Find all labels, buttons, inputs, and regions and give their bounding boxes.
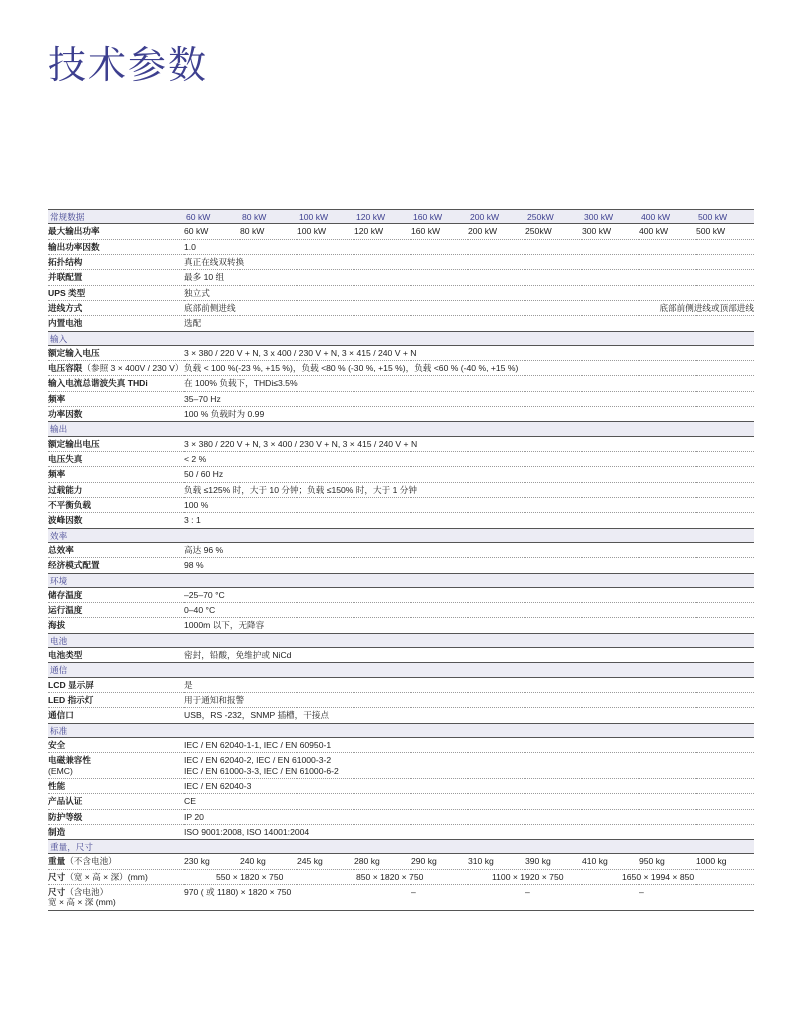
section-header-battery: [48, 633, 754, 647]
row-label-note: (EMC): [48, 765, 73, 776]
row-label: [48, 361, 184, 376]
row-label: 进线方式: [48, 300, 184, 315]
cell: 100 kW: [297, 224, 354, 239]
row-label-main: 电压容限: [48, 363, 83, 374]
cell: IEC / EN 62040-3: [184, 778, 754, 793]
row-label: 产品认证: [48, 794, 184, 809]
row-label-line2: 宽 × 高 × 深 (mm): [48, 897, 116, 908]
row-label: 频率: [48, 391, 184, 406]
cell: 选配: [184, 316, 754, 331]
cell: –: [411, 885, 525, 911]
table-row: [48, 854, 754, 869]
row-label: 内置电池: [48, 316, 184, 331]
row-label: 输出功率因数: [48, 239, 184, 254]
cell: 是: [184, 677, 754, 692]
cell: 密封，铅酸，免维护或 NiCd: [184, 648, 754, 663]
cell: 970 ( 或 1180) × 1820 × 750: [184, 885, 411, 911]
cell: 高达 96 %: [184, 542, 754, 557]
cell-line: IEC / EN 62040-2, IEC / EN 61000-3-2: [184, 755, 332, 766]
row-label: 额定输入电压: [48, 345, 184, 360]
model-header: 120 kW: [354, 210, 411, 224]
section-label: 电池: [48, 633, 754, 647]
section-label: 重量，尺寸: [48, 840, 754, 854]
cell: 100 % 负载时为 0.99: [184, 407, 754, 422]
row-label: 防护等级: [48, 809, 184, 824]
row-label: 通信口: [48, 708, 184, 723]
cell: 300 kW: [582, 224, 639, 239]
table-row: [48, 513, 754, 528]
model-header: 160 kW: [411, 210, 468, 224]
row-label: 波峰因数: [48, 513, 184, 528]
table-row: [48, 778, 754, 793]
cell: 负载 < 100 %(-23 %, +15 %)，负载 <80 % (-30 %, +15 %)，负载 <60 % (-40 %, +15 %): [184, 361, 754, 376]
row-label: 海拔: [48, 618, 184, 633]
row-label-main: 尺寸: [48, 871, 66, 882]
cell: 550 × 1820 × 750: [184, 869, 354, 884]
section-label: 输入: [48, 331, 754, 345]
cell: ISO 9001:2008, ISO 14001:2004: [184, 824, 754, 839]
cell: –: [639, 885, 754, 911]
model-header: 250kW: [525, 210, 582, 224]
table-row: [48, 603, 754, 618]
row-label-note: （参照 3 × 400V / 230 V）: [82, 363, 184, 374]
section-header-general: [48, 210, 754, 224]
table-row: [48, 285, 754, 300]
row-label: 电池类型: [48, 648, 184, 663]
cell: 50 / 60 Hz: [184, 467, 754, 482]
row-label-note: （宽 × 高 × 深）(mm): [65, 871, 148, 882]
table-row: [48, 270, 754, 285]
cell: 60 kW: [184, 224, 240, 239]
section-label: 标准: [48, 723, 754, 737]
cell-line: IEC / EN 61000-3-3, IEC / EN 61000-6-2: [184, 765, 339, 776]
row-label: 频率: [48, 467, 184, 482]
section-header-efficiency: [48, 528, 754, 542]
cell: 1100 × 1920 × 750: [468, 869, 582, 884]
cell: 1000m 以下，无降容: [184, 618, 754, 633]
section-header-environment: [48, 573, 754, 587]
table-row: [48, 558, 754, 573]
cell: 310 kg: [468, 854, 525, 869]
table-row: [48, 648, 754, 663]
cell: < 2 %: [184, 452, 754, 467]
row-label: 过载能力: [48, 482, 184, 497]
row-label: [48, 869, 184, 884]
table-row: [48, 452, 754, 467]
cell: [184, 753, 754, 779]
section-label: 通信: [48, 663, 754, 677]
row-label: 制造: [48, 824, 184, 839]
cell: IEC / EN 62040-1-1, IEC / EN 60950-1: [184, 737, 754, 752]
section-label: 常规数据: [48, 210, 184, 224]
row-label-main: 尺寸: [48, 887, 66, 898]
table-row: [48, 407, 754, 422]
row-label: 最大输出功率: [48, 224, 184, 239]
table-row: [48, 824, 754, 839]
row-label: 输入电流总谐波失真 THDi: [48, 376, 184, 391]
model-header: 300 kW: [582, 210, 639, 224]
cell: 3 × 380 / 220 V + N, 3 × 400 / 230 V + N, 3 × 415 / 240 V + N: [184, 436, 754, 451]
section-label: 效率: [48, 528, 754, 542]
cell: 280 kg: [354, 854, 411, 869]
row-label-main: 电磁兼容性: [48, 755, 91, 766]
section-header-dimensions: [48, 840, 754, 854]
table-row: [48, 794, 754, 809]
page-title: 技术参数: [48, 43, 209, 87]
cell: 用于通知和报警: [184, 693, 754, 708]
cell: 独立式: [184, 285, 754, 300]
table-row: [48, 708, 754, 723]
table-row: [48, 737, 754, 752]
cell: 3 × 380 / 220 V + N, 3 x 400 / 230 V + N, 3 × 415 / 240 V + N: [184, 345, 754, 360]
cell: 230 kg: [184, 854, 240, 869]
table-row: [48, 885, 754, 911]
row-label: LCD 显示屏: [48, 677, 184, 692]
cell: 850 × 1820 × 750: [354, 869, 468, 884]
table-row: [48, 391, 754, 406]
row-label: LED 指示灯: [48, 693, 184, 708]
cell: 底部前侧进线或顶部进线: [639, 300, 754, 315]
table-row: [48, 345, 754, 360]
cell: IP 20: [184, 809, 754, 824]
cell: –25–70 °C: [184, 587, 754, 602]
table-row: [48, 224, 754, 239]
table-row: [48, 316, 754, 331]
cell: 400 kW: [639, 224, 696, 239]
row-label: [48, 854, 184, 869]
row-label: 运行温度: [48, 603, 184, 618]
cell: 200 kW: [468, 224, 525, 239]
table-row: [48, 618, 754, 633]
cell: 290 kg: [411, 854, 468, 869]
table-row: [48, 254, 754, 269]
row-label: 安全: [48, 737, 184, 752]
row-label: UPS 类型: [48, 285, 184, 300]
row-label-note: （含电池）: [65, 887, 109, 898]
table-row: [48, 753, 754, 779]
cell: 最多 10 组: [184, 270, 754, 285]
cell: 390 kg: [525, 854, 582, 869]
cell: 在 100% 负载下，THDi≤3.5%: [184, 376, 754, 391]
row-label: 额定输出电压: [48, 436, 184, 451]
model-header: 500 kW: [696, 210, 754, 224]
table-row: [48, 239, 754, 254]
cell: 负载 ≤125% 时，大于 10 分钟；负载 ≤150% 时，大于 1 分钟: [184, 482, 754, 497]
model-header: 80 kW: [240, 210, 297, 224]
table-row: [48, 376, 754, 391]
cell: 250kW: [525, 224, 582, 239]
model-header: 200 kW: [468, 210, 525, 224]
section-header-standards: [48, 723, 754, 737]
cell: 950 kg: [639, 854, 696, 869]
row-label: [48, 753, 184, 779]
cell: 1000 kg: [696, 854, 754, 869]
table-row: [48, 587, 754, 602]
cell: 100 %: [184, 497, 754, 512]
table-row: [48, 677, 754, 692]
row-label: 拓扑结构: [48, 254, 184, 269]
cell: 35–70 Hz: [184, 391, 754, 406]
section-label: 输出: [48, 422, 754, 436]
row-label-note: （不含电池）: [65, 856, 117, 867]
table-row: [48, 300, 754, 315]
cell: 底部前侧进线: [184, 300, 639, 315]
table-row: [48, 542, 754, 557]
table-row: [48, 361, 754, 376]
table-row: [48, 809, 754, 824]
row-label: 并联配置: [48, 270, 184, 285]
row-label: 不平衡负载: [48, 497, 184, 512]
model-header: 100 kW: [297, 210, 354, 224]
row-label-main: 重量: [48, 856, 66, 867]
table-row: [48, 693, 754, 708]
cell: 1650 × 1994 × 850: [582, 869, 754, 884]
cell: 120 kW: [354, 224, 411, 239]
section-header-communication: [48, 663, 754, 677]
cell: 1.0: [184, 239, 754, 254]
cell: 98 %: [184, 558, 754, 573]
cell: 500 kW: [696, 224, 754, 239]
row-label: 总效率: [48, 542, 184, 557]
table-row: [48, 482, 754, 497]
row-label: 经济模式配置: [48, 558, 184, 573]
row-label: 功率因数: [48, 407, 184, 422]
section-header-input: [48, 331, 754, 345]
cell: –: [525, 885, 639, 911]
table-row: [48, 869, 754, 884]
cell: 80 kW: [240, 224, 297, 239]
section-label: 环境: [48, 573, 754, 587]
cell: 0–40 °C: [184, 603, 754, 618]
row-label: 储存温度: [48, 587, 184, 602]
model-header: 400 kW: [639, 210, 696, 224]
spec-table: [48, 209, 754, 911]
row-label: [48, 885, 184, 911]
cell: 真正在线双转换: [184, 254, 754, 269]
cell: 3 : 1: [184, 513, 754, 528]
model-header: 60 kW: [184, 210, 240, 224]
cell: 160 kW: [411, 224, 468, 239]
cell: CE: [184, 794, 754, 809]
table-row: [48, 497, 754, 512]
cell: 240 kg: [240, 854, 297, 869]
row-label: 性能: [48, 778, 184, 793]
cell: 245 kg: [297, 854, 354, 869]
table-row: [48, 467, 754, 482]
cell: USB，RS -232，SNMP 插槽，干接点: [184, 708, 754, 723]
row-label: 电压失真: [48, 452, 184, 467]
cell: 410 kg: [582, 854, 639, 869]
table-row: [48, 436, 754, 451]
section-header-output: [48, 422, 754, 436]
